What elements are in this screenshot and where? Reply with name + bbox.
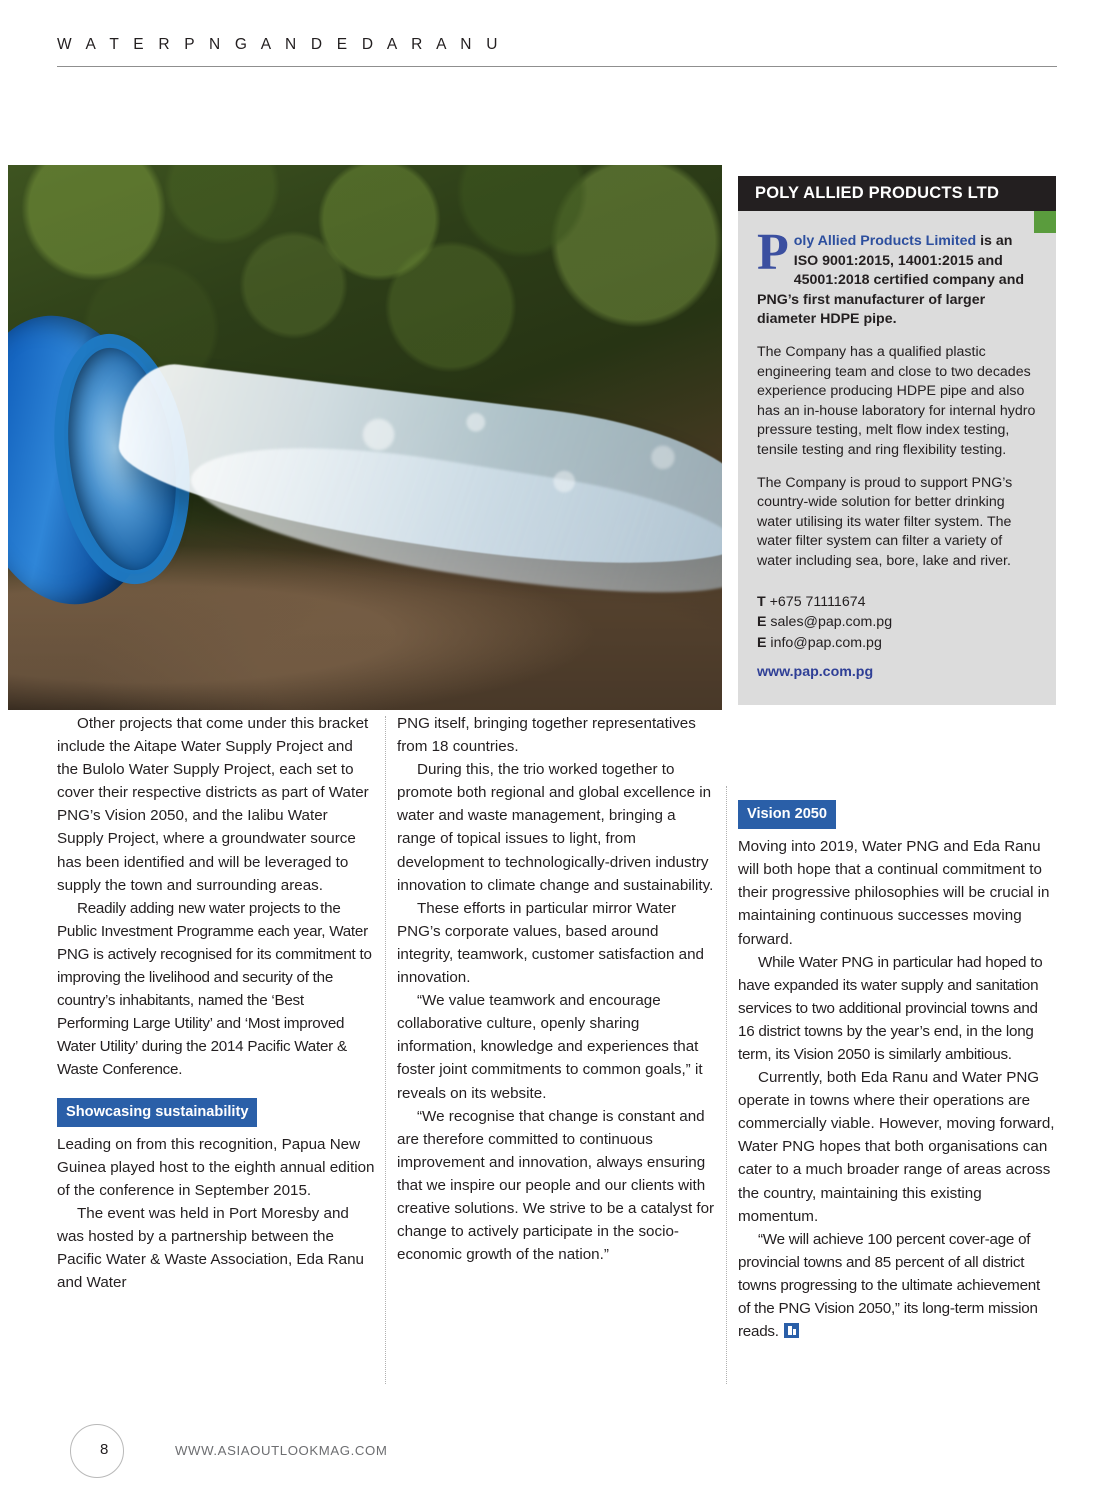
sidebar-phone-value: +675 71111674 xyxy=(769,593,866,610)
body-column-3 xyxy=(738,786,1056,1343)
sidebar-email-line-1 xyxy=(757,612,1037,633)
sidebar-email2-value[interactable]: info@pap.com.pg xyxy=(770,634,882,651)
footer-website[interactable]: WWW.ASIAOUTLOOKMAG.COM xyxy=(175,1443,388,1458)
running-head-text: W A T E R P N G A N D E D A R A N U xyxy=(57,36,503,53)
sidebar-phone-label: T xyxy=(757,593,766,610)
sidebar-paragraph-3: The Company is proud to support PNG’s country-wide solution for better drinking water utilising its water filter system. The water filter system can filter a variety of water including sea, bore, lake and river. xyxy=(757,474,1013,569)
sidebar-lead-highlight: oly Allied Products Limited xyxy=(793,233,977,249)
page-footer xyxy=(57,1432,1057,1477)
body-column-2 xyxy=(397,712,717,1266)
col2-paragraph-5: “We recognise that change is constant and are therefore committed to continuous improvement and innovation, always ensuring that we inspire our people and our clients with creative solutions. We strive to be a catalyst for change to actively participate in the socio-economic growth of the nation.” xyxy=(397,1107,715,1264)
sidebar-contact-block xyxy=(757,592,1037,683)
col1-paragraph-4: The event was held in Port Moresby and was hosted by a partnership between the Pacific Water & Waste Association, Eda Ranu and Water xyxy=(57,1204,364,1292)
sidebar-lead-paragraph xyxy=(757,224,1037,330)
sidebar-email2-label: E xyxy=(757,634,767,651)
page-number: 8 xyxy=(100,1441,109,1458)
column-divider-1 xyxy=(385,716,386,1384)
column-divider-2 xyxy=(726,786,727,1384)
body-column-1 xyxy=(57,712,375,1294)
sidebar-body xyxy=(738,211,1056,705)
col1-paragraph-2: Readily adding new water projects to the Public Investment Programme each year, Water PNG is actively recognised for its commitment to improving the livelihood and security of the country’s inhabitants, named the ‘Best Performing Large Utility’ and ‘Most improved Water Utility’ during the 2014 Pacific Water & Waste Conference. xyxy=(57,899,372,1079)
sidebar-email1-label: E xyxy=(757,614,767,631)
col2-paragraph-1: PNG itself, bringing together representatives from 18 countries. xyxy=(397,715,696,756)
sidebar-poly-allied-products xyxy=(738,176,1056,705)
col3-paragraph-2: While Water PNG in particular had hoped to have expanded its water supply and sanitation services to two additional provincial towns and 16 district towns by the year’s end, in the long term, its Vision 2050 is similarly ambitious. xyxy=(738,953,1043,1064)
sidebar-title: POLY ALLIED PRODUCTS LTD xyxy=(755,184,1000,202)
sidebar-lead-rest: is an ISO 9001:2015, 14001:2015 and 45001:2018 certified company and PNG’s first manufacturer of larger diameter HDPE pipe. xyxy=(757,233,1025,328)
sidebar-title-bar xyxy=(738,176,1056,211)
article-end-mark-icon xyxy=(784,1323,799,1338)
subhead-vision-2050: Vision 2050 xyxy=(738,800,836,829)
sidebar-phone-line xyxy=(757,592,1037,613)
col1-paragraph-3: Leading on from this recognition, Papua New Guinea played host to the eighth annual edition of the conference in September 2015. xyxy=(57,1135,375,1199)
sidebar-paragraph-2: The Company has a qualified plastic engineering team and close to two decades experience producing HDPE pipe and also has an in-house laboratory for internal hydro pressure testing, melt flow index testing, tensile testing and ring flexibility testing. xyxy=(757,343,1036,458)
col3-paragraph-4-text: “We will achieve 100 percent cover-age of provincial towns and 85 percent of all district towns progressing to the ultimate achievement of the PNG Vision 2050,” its long-term mission reads. xyxy=(738,1230,1040,1341)
col2-paragraph-2: During this, the trio worked together to promote both regional and global excellence in water and waste management, bringing a range of topical issues to light, from development to technologically-driven industry innovation to climate change and sustainability. xyxy=(397,761,714,894)
running-head xyxy=(57,36,1057,67)
col3-paragraph-4 xyxy=(738,1228,1056,1343)
col2-paragraph-4: “We value teamwork and encourage collaborative culture, openly sharing information, knowledge and experiences that foster joint commitments to common goals,” it reveals on its website. xyxy=(397,992,703,1102)
sidebar-website-link[interactable]: www.pap.com.pg xyxy=(757,664,874,681)
sidebar-email1-value[interactable]: sales@pap.com.pg xyxy=(770,614,893,631)
sidebar-green-tab xyxy=(1034,211,1056,233)
col3-paragraph-3: Currently, both Eda Ranu and Water PNG operate in towns where their operations are commercially viable. However, moving forward, Water PNG hopes that both organisations can cater to a much broader range of areas across the country, maintaining this existing momentum. xyxy=(738,1069,1055,1225)
running-head-rule xyxy=(57,66,1057,67)
col1-paragraph-1: Other projects that come under this bracket include the Aitape Water Supply Project and the Bulolo Water Supply Project, each set to cover their respective districts as part of Water PNG’s Vision 2050, and the Ialibu Water Supply Project, where a groundwater source has been identified and will be leveraged to supply the town and surrounding areas. xyxy=(57,715,369,894)
sidebar-dropcap: P xyxy=(757,224,789,281)
footer-circle-decoration xyxy=(70,1424,124,1478)
col3-paragraph-1: Moving into 2019, Water PNG and Eda Ranu will both hope that a continual commitment to their progressive philosophies will be crucial in maintaining continuous successes moving forward. xyxy=(738,838,1050,948)
hero-photo-water-pipe xyxy=(8,165,722,710)
subhead-showcasing-sustainability: Showcasing sustainability xyxy=(57,1098,257,1127)
col2-paragraph-3: These efforts in particular mirror Water PNG’s corporate values, based around integrity, teamwork, customer satisfaction and innovation. xyxy=(397,899,704,987)
sidebar-email-line-2 xyxy=(757,633,1037,654)
